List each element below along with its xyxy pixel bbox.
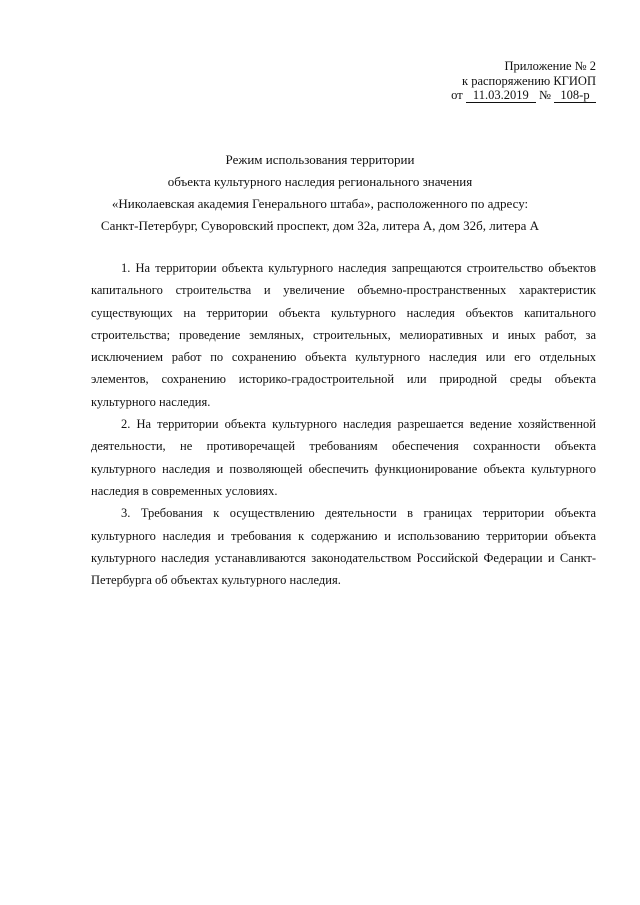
title-line-4: Санкт-Петербург, Суворовский проспект, дом 32а, литера А, дом 32б, литера А bbox=[100, 218, 540, 233]
title-line-1: Режим использования территории bbox=[225, 152, 415, 167]
appendix-number: Приложение № 2 bbox=[504, 59, 596, 73]
document-title bbox=[60, 149, 580, 237]
appendix-date-number-line bbox=[451, 88, 596, 103]
appendix-header bbox=[451, 59, 596, 103]
paragraph-3: 3. Требования к осуществлению деятельности в границах территории объекта культурного наследия и требования к содержанию и использованию территории объекта культурного наследия устанавливаются законодательством Российской Федерации и Санкт-Петербурга об объектах культурного наследия. bbox=[91, 506, 596, 588]
title-line-3: «Николаевская академия Генерального штаба», расположенного по адресу: bbox=[111, 196, 529, 211]
order-date: 11.03.2019 bbox=[466, 89, 536, 103]
document-body bbox=[91, 257, 596, 591]
number-label: № bbox=[538, 88, 551, 102]
order-number: 108-р bbox=[554, 89, 596, 103]
from-label: от bbox=[451, 88, 463, 102]
appendix-order-ref: к распоряжению КГИОП bbox=[462, 73, 596, 88]
title-line-2: объекта культурного наследия регионального значения bbox=[167, 174, 473, 189]
paragraph-2: 2. На территории объекта культурного наследия разрешается ведение хозяйственной деятельности, не противоречащей требованиям обеспечения сохранности объекта культурного наследия и позволяющей обеспечить функционирование объекта культурного наследия в современных условиях. bbox=[91, 417, 596, 498]
paragraph-1: 1. На территории объекта культурного наследия запрещаются строительство объектов капитального строительства и увеличение объемно-пространственных характеристик существующих на территории объекта культурного наследия объектов капитального строительства; проведение земляных, строительных, мелиоративных и иных работ, за исключением работ по сохранению объекта культурного наследия или его отдельных элементов, сохранению историко-градостроительной или природной среды объекта культурного наследия. bbox=[91, 261, 596, 409]
